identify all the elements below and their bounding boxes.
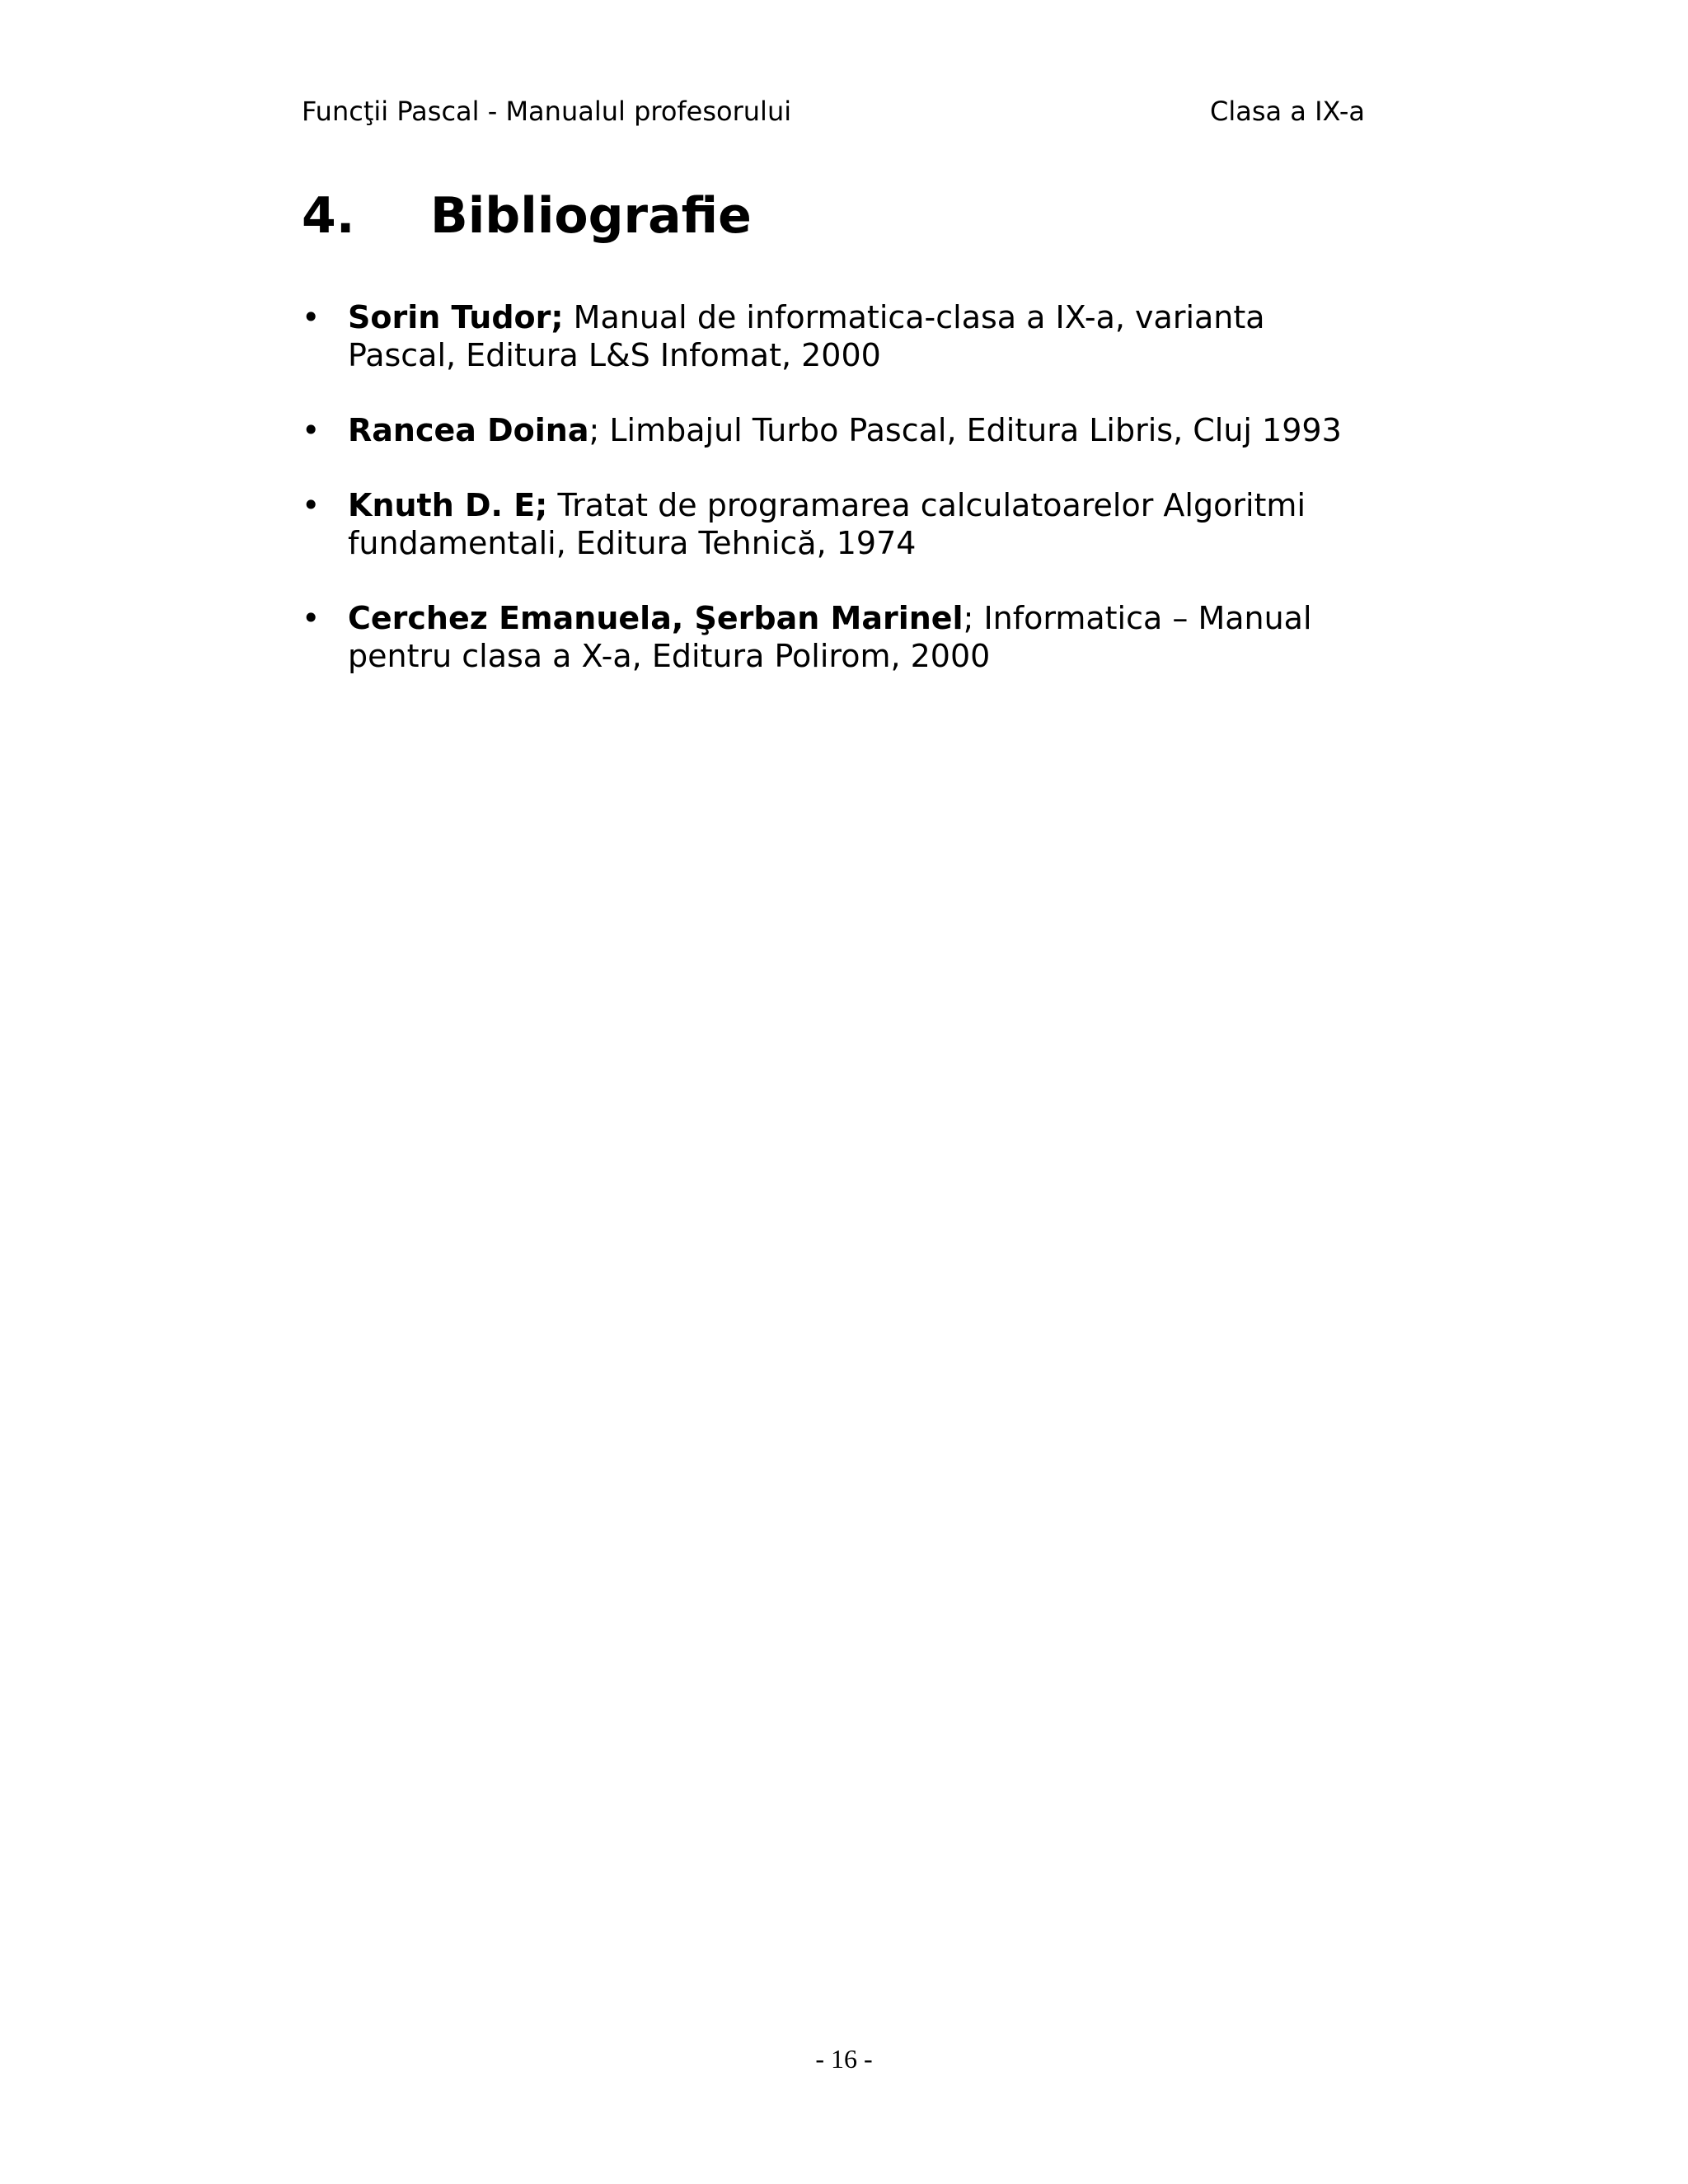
bibliography-author: Cerchez Emanuela, Şerban Marinel [348, 600, 964, 636]
section-title: Bibliografie [430, 187, 752, 245]
page-number: - 16 - [815, 2044, 873, 2074]
bibliography-item [302, 298, 1373, 374]
bullet-icon: • [302, 600, 321, 636]
section-heading [302, 183, 752, 249]
bibliography-item [302, 411, 1373, 449]
bibliography-details: Manual de informatica-clasa a IX-a, varianta Pascal, Editura L&S Infomat, 2000 [348, 299, 1265, 373]
bibliography-item [302, 486, 1373, 562]
bibliography-author: Knuth D. E; [348, 487, 548, 523]
bibliography-item [302, 599, 1373, 675]
bibliography-details: ; Informatica – Manual pentru clasa a X-a, Editura Polirom, 2000 [348, 600, 1312, 674]
section-number: 4. [302, 187, 355, 245]
bullet-icon: • [302, 487, 321, 523]
bullet-icon: • [302, 299, 321, 335]
bibliography-list [302, 298, 1373, 712]
bibliography-author: Rancea Doina [348, 412, 589, 448]
bibliography-author: Sorin Tudor; [348, 299, 564, 335]
bibliography-details: ; Limbajul Turbo Pascal, Editura Libris, Cluj 1993 [588, 412, 1342, 448]
bibliography-details: Tratat de programarea calculatoarelor Algoritmi fundamentali, Editura Tehnică, 1974 [348, 487, 1306, 561]
bullet-icon: • [302, 412, 321, 448]
page-header [302, 91, 1365, 132]
header-document-title: Funcţii Pascal - Manualul profesorului [302, 96, 792, 127]
header-class-label: Clasa a IX-a [1210, 96, 1365, 127]
